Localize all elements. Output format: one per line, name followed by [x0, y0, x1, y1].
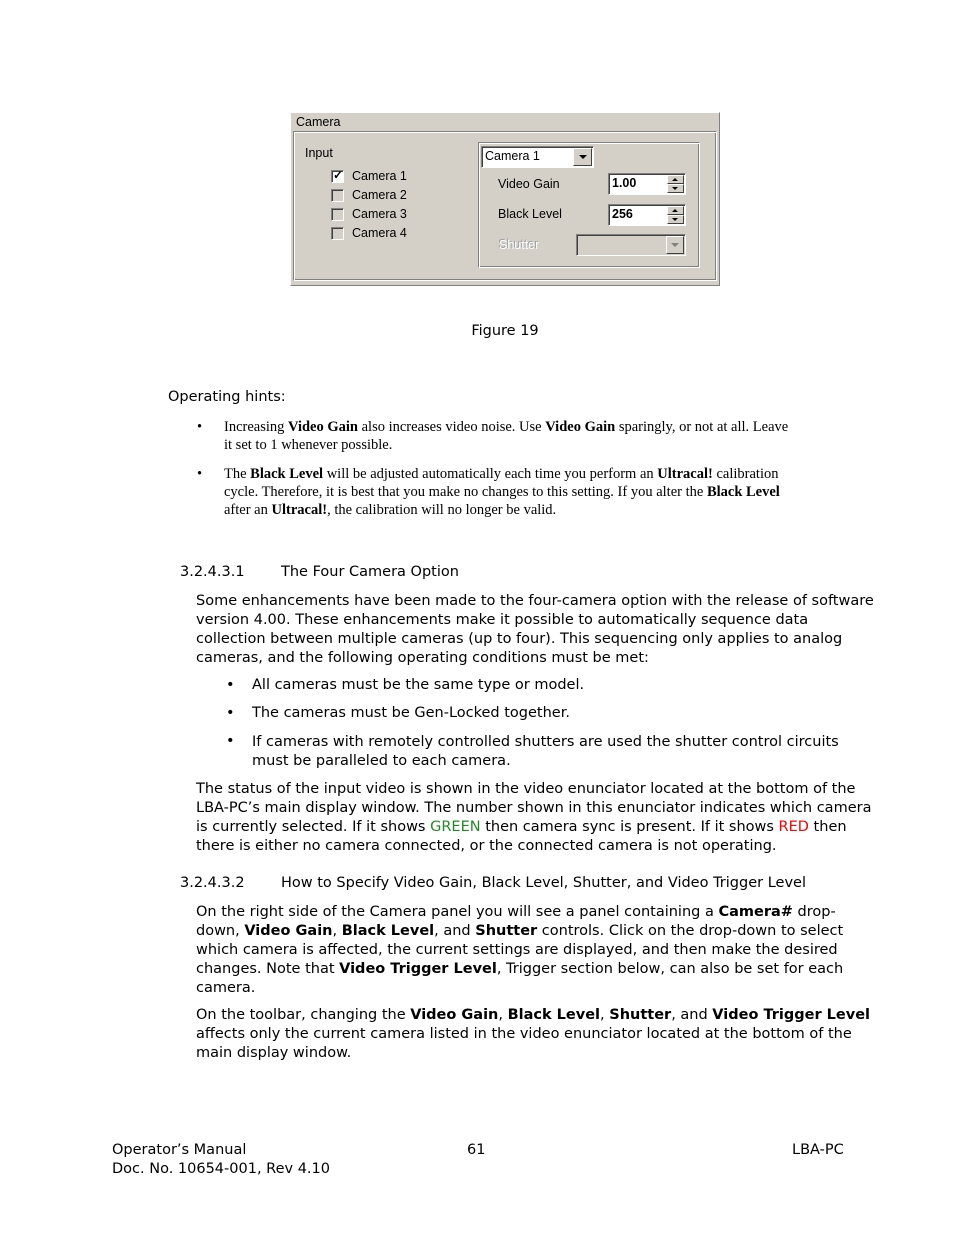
black-level-spin-down[interactable] — [667, 215, 684, 224]
video-gain-label: Video Gain — [498, 177, 560, 191]
video-gain-spin-up[interactable] — [667, 175, 684, 184]
camera-1-label: Camera 1 — [352, 169, 407, 183]
camera-2-checkbox[interactable] — [331, 189, 344, 202]
video-gain-value: 1.00 — [612, 176, 637, 190]
footer-product: LBA-PC — [792, 1142, 844, 1158]
spin-down-icon — [672, 218, 678, 221]
checkmark-icon: ✓ — [333, 168, 344, 182]
camera-3-label: Camera 3 — [352, 207, 407, 221]
black-level-input[interactable] — [608, 204, 686, 226]
camera-panel — [290, 112, 720, 286]
shutter-select[interactable] — [576, 234, 686, 256]
condition-1: All cameras must be the same type or model. — [252, 677, 585, 693]
camera-3-checkbox[interactable] — [331, 208, 344, 221]
spin-up-icon — [672, 178, 678, 181]
section-2-number: 3.2.4.3.2 — [180, 875, 245, 891]
bullet-icon: • — [226, 677, 235, 693]
red-status-text: RED — [778, 819, 809, 835]
figure-caption: Figure 19 — [471, 323, 539, 339]
green-status-text: GREEN — [430, 819, 481, 835]
spin-down-icon — [672, 187, 678, 190]
chevron-down-icon — [579, 155, 587, 159]
hints-title: Operating hints: — [168, 389, 286, 405]
camera-4-label: Camera 4 — [352, 226, 407, 240]
bullet-icon: • — [226, 733, 235, 749]
video-gain-spin-down[interactable] — [667, 184, 684, 193]
bullet-icon: • — [197, 419, 203, 435]
section-1-title: The Four Camera Option — [281, 564, 459, 580]
section-1-number: 3.2.4.3.1 — [180, 564, 245, 580]
camera-select[interactable] — [481, 146, 594, 168]
black-level-value: 256 — [612, 207, 633, 221]
hint-1: Increasing Video Gain also increases video noise. Use Video Gain sparingly, or not at all. Leave it set to 1 whenever possible. — [224, 419, 789, 453]
spin-up-icon — [672, 209, 678, 212]
bullet-icon: • — [226, 705, 235, 721]
hint-2: The Black Level will be adjusted automatically each time you perform an Ultracal! calibration cycle. Therefore, it is best that you make no changes to this setting. If you alter the Black Level after an Ultracal!, the calibration will no longer be valid. — [224, 466, 780, 518]
camera-settings-group — [478, 142, 700, 268]
shutter-label: Shutter — [499, 238, 540, 252]
camera-panel-title: Camera — [296, 115, 341, 129]
camera-2-label: Camera 2 — [352, 188, 407, 202]
camera-select-dropdown-button[interactable] — [573, 148, 592, 166]
black-level-label: Black Level — [498, 207, 562, 221]
section-2-paragraph-2: On the toolbar, changing the Video Gain, Black Level, Shutter, and Video Trigger Level affects only the current camera listed in the video enunciator located at the bottom of the main display window. — [196, 1007, 870, 1061]
footer-doc-number: Doc. No. 10654-001, Rev 4.10 — [112, 1161, 330, 1177]
condition-3: If cameras with remotely controlled shutters are used the shutter control circuits must be paralleled to each camera. — [252, 734, 839, 769]
shutter-dropdown-button[interactable] — [666, 236, 684, 254]
camera-1-checkbox[interactable] — [331, 170, 344, 183]
chevron-down-icon — [671, 243, 679, 247]
camera-4-checkbox[interactable] — [331, 227, 344, 240]
black-level-spin-up[interactable] — [667, 206, 684, 215]
footer-manual-title: Operator’s Manual — [112, 1142, 247, 1158]
input-label: Input — [305, 146, 333, 160]
section-1-paragraph-1: Some enhancements have been made to the four-camera option with the release of software version 4.00. These enhancements make it possible to automatically sequence data collection between multiple cameras (up to four). This sequencing only applies to analog cameras, and the following operating conditions must be met: — [196, 593, 874, 666]
bullet-icon: • — [197, 466, 203, 482]
page-number: 61 — [467, 1142, 486, 1158]
section-1-paragraph-2: The status of the input video is shown in the video enunciator located at the bottom of the LBA-PC’s main display window. The number shown in this enunciator indicates which camera is currently selected. If it shows GREEN then camera sync is present. If it shows RED then there is either no camera connected, or the connected camera is not operating. — [196, 781, 872, 854]
footer-left — [112, 1141, 330, 1179]
camera-select-value: Camera 1 — [485, 149, 540, 163]
section-2-title: How to Specify Video Gain, Black Level, Shutter, and Video Trigger Level — [281, 875, 806, 891]
condition-2: The cameras must be Gen-Locked together. — [252, 705, 570, 721]
video-gain-input[interactable] — [608, 173, 686, 195]
section-2-paragraph-1: On the right side of the Camera panel you will see a panel containing a Camera# drop- down, Video Gain, Black Level, and Shutter controls. Click on the drop-down to select which camera is affected, the current settings are displayed, and then make the desired changes. Note that Video Trigger Level, Trigger section below, can also be set for each camera. — [196, 904, 844, 996]
